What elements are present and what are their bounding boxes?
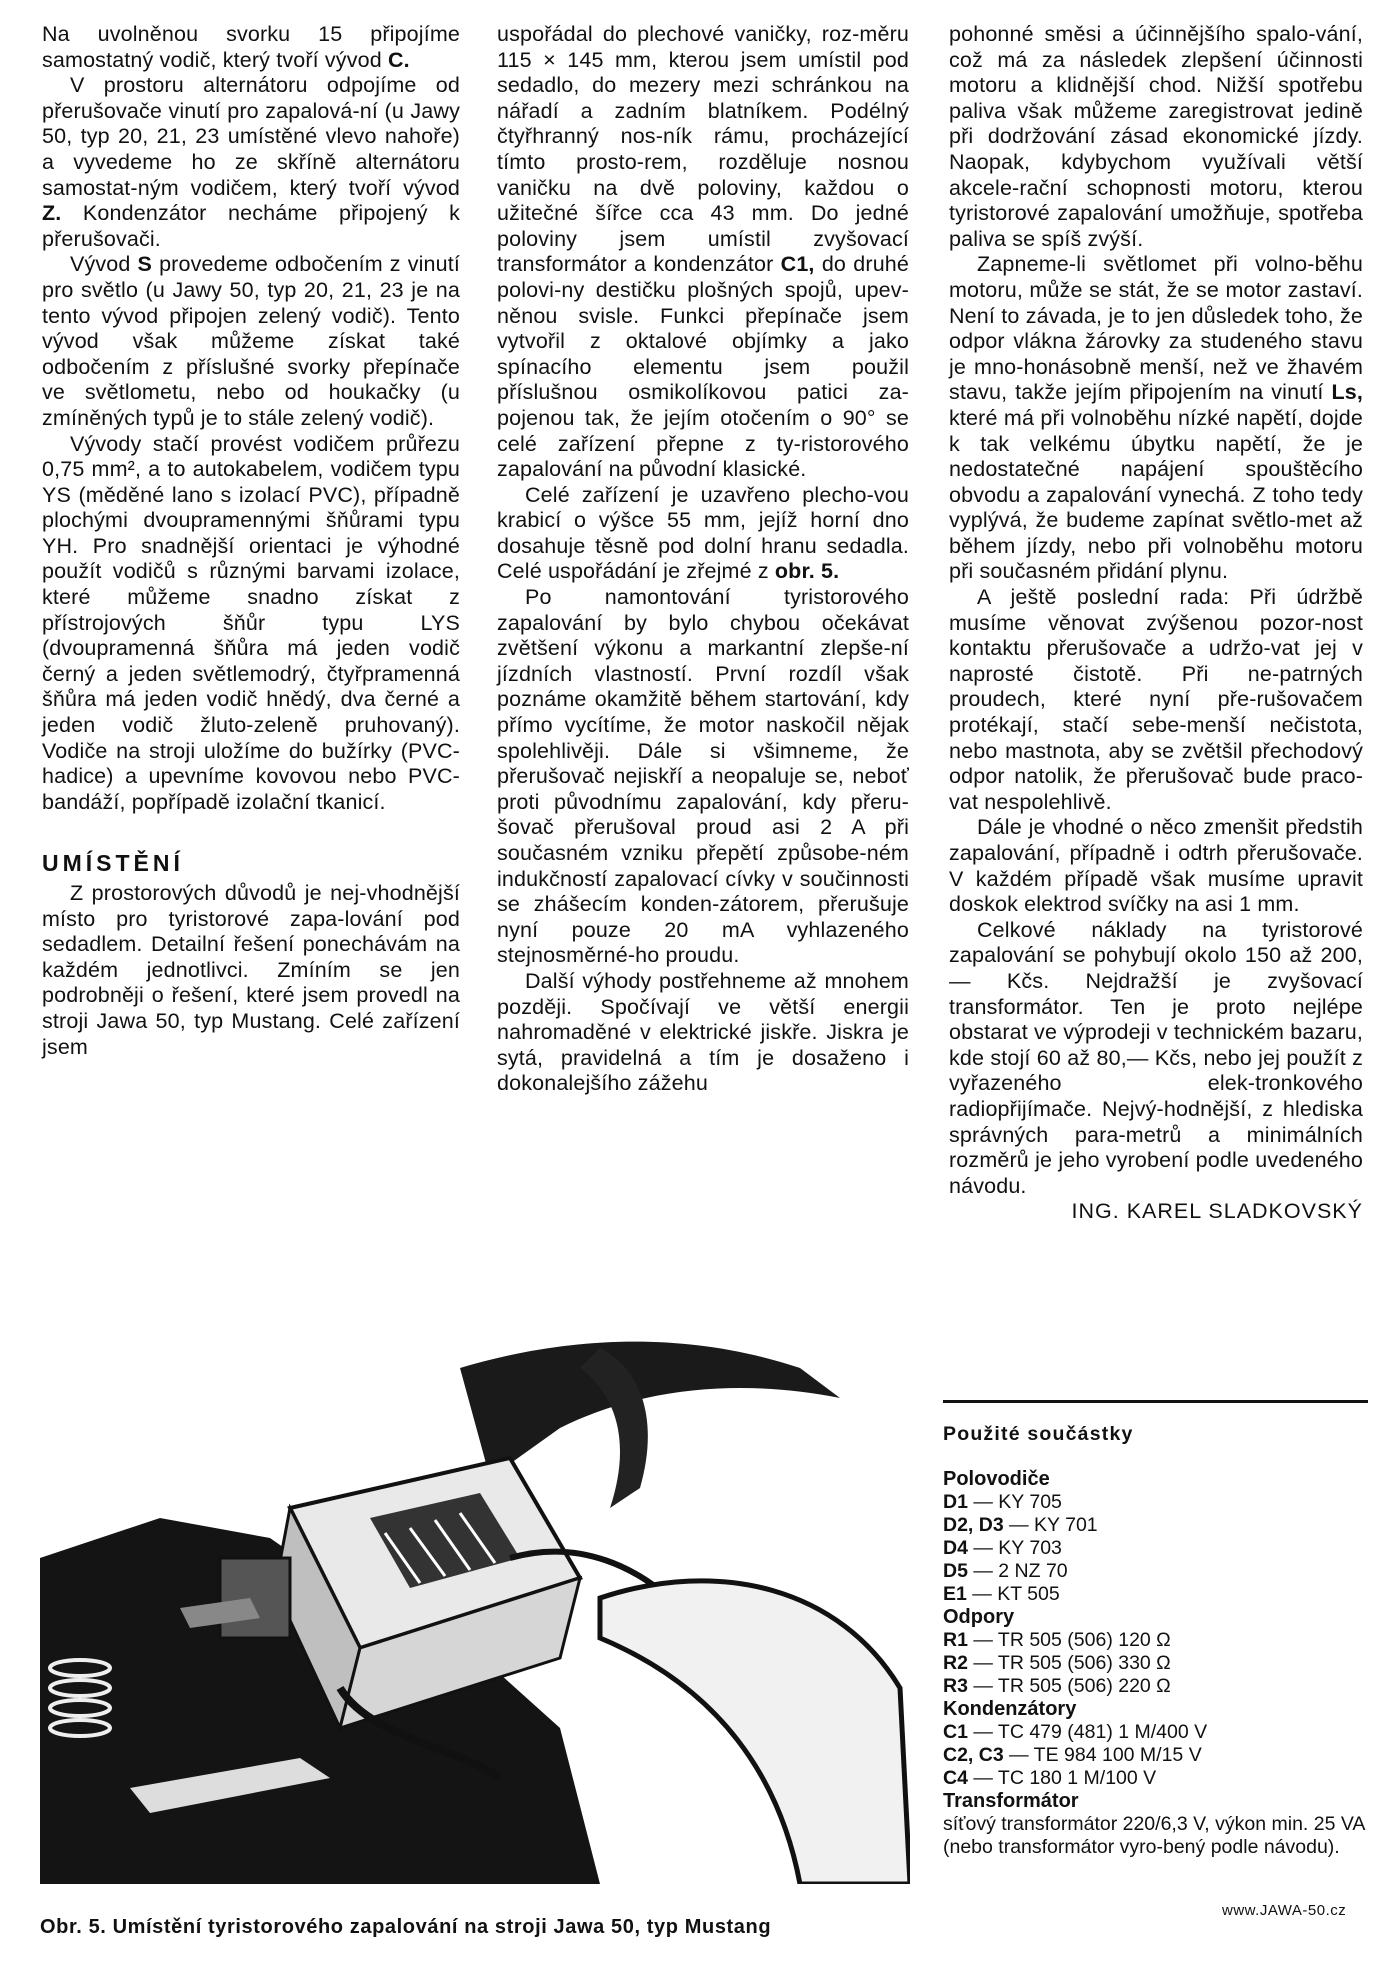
parts-item: C1 — TC 479 (481) 1 M/400 V (943, 1721, 1208, 1743)
paragraph: V prostoru alternátoru odpojíme od přerušovače vinutí pro zapalová-ní (u Jawy 50, typ 20, 21, 23 umístěné vlevo nahoře) a vyvedeme ho ze skříně alternátoru samostat-ným vodičem, který tvoří vývod Z. Kondenzátor necháme připojený k přerušovači. (42, 73, 460, 251)
parts-item: D1 — KY 705 (943, 1491, 1062, 1513)
parts-list (943, 1400, 1368, 1859)
parts-group-heading: Transformátor (943, 1790, 1079, 1812)
paragraph: Z prostorových důvodů je nej-vhodnější místo pro tyristorové zapa-lování pod sedadlem. Detailní řešení ponechávám na každém jednotlivci. Zmíním se jen podrobněji o řešení, které jsem provedl na stroji Jawa 50, typ Mustang. Celé zařízení jsem (42, 881, 460, 1059)
paragraph: pohonné směsi a účinnějšího spalo-vání, což má za následek zlepšení účinnosti motoru a klidnější chod. Nižší spotřebu paliva však můžeme zaregistrovat jedině při dodržování zásad ekonomické jízdy. Naopak, kdybychom využívali větší akcele-rační schopnosti motoru, kterou tyristorové zapalování umožňuje, spotřeba paliva se spíš zvýší. (949, 22, 1363, 251)
paragraph: Další výhody postřehneme až mnohem později. Spočívají ve větší energii nahromaděné v elektrické jiskře. Jiskra je sytá, pravidelná a tím je dosaženo i dokonalejšího zážehu (497, 968, 909, 1096)
parts-item: D4 — KY 703 (943, 1537, 1062, 1559)
paragraph: Vývody stačí provést vodičem průřezu 0,75 mm², a to autokabelem, vodičem typu YS (měděné lano s izolací PVC), případně plochými dvoupramennými šňůrami typu YH. Pro snadnější orientaci je výhodné použít vodičů s různými barvami izolace, které můžeme snadno získat z přístrojových šňůr typu LYS (dvoupramenná šňůra má jeden vodič černý a jeden světlemodrý, čtyřpramenná šňůra má jeden vodič hnědý, dva černé a jeden vodič žluto-zeleně pruhovaný). Vodiče na stroji uložíme do bužírky (PVC-hadice) a upevníme kovovou nebo PVC-bandáží, popřípadě izolační tkanicí. (42, 431, 460, 814)
parts-item: C2, C3 — TE 984 100 M/15 V (943, 1744, 1202, 1766)
parts-item: D2, D3 — KY 701 (943, 1514, 1098, 1536)
photo-illustration (40, 1308, 910, 1884)
paragraph: Vývod S provedeme odbočením z vinutí pro světlo (u Jawy 50, typ 20, 21, 23 je na tento vývod připojen zelený vodič). Tento vývod však můžeme získat také odbočením z příslušné svorky přepínače ve světlometu, nebo od houkačky (u zmíněných typů je to stále zelený vodič). (42, 252, 460, 430)
paragraph: Na uvolněnou svorku 15 připojíme samostatný vodič, který tvoří vývod C. (42, 22, 460, 72)
photo-ignition-installation (40, 1308, 910, 1884)
paragraph: Celé zařízení je uzavřeno plecho-vou krabicí o výšce 55 mm, jejíž horní dno dosahuje těsně pod dolní hranu sedadla. Celé uspořádání je zřejmé z obr. 5. (497, 482, 909, 584)
text-column-1 (42, 22, 460, 1060)
paragraph: Po namontování tyristorového zapalování by bylo chybou očekávat zvětšení výkonu a markantní zlepše-ní jízdních vlastností. První rozdíl však poznáme okamžitě během startování, kdy přímo vycítíme, že motor naskočil nějak spolehlivěji. Dále si všimneme, že přerušovač nejiskří a neopaluje se, neboť proti původnímu zapalování, kdy přeru-šovač přerušoval proud asi 2 A při současném vzniku přepětí způsobe-ném indukčností zapalovací cívky v součinnosti se zhášecím konden-zátorem, přerušuje nyní pouze 20 mA vyhlazeného stejnosměrné-ho proudu. (497, 585, 909, 968)
watermark-url: www.JAWA-50.cz (1222, 1902, 1347, 1919)
parts-item: R3 — TR 505 (506) 220 Ω (943, 1675, 1171, 1697)
parts-item: E1 — KT 505 (943, 1583, 1060, 1605)
parts-item: R1 — TR 505 (506) 120 Ω (943, 1629, 1171, 1651)
parts-list-title: Použité součástky (943, 1423, 1134, 1445)
figure-caption: Obr. 5. Umístění tyristorového zapalování na stroji Jawa 50, typ Mustang (40, 1916, 772, 1938)
parts-item: D5 — 2 NZ 70 (943, 1560, 1068, 1582)
paragraph: Celkové náklady na tyristorové zapalování se pohybují okolo 150 až 200,— Kčs. Nejdražší je zvyšovací transformátor. Ten je proto nejlépe obstarat ve výprodeji v technickém bazaru, kde stojí 60 až 80,— Kčs, nebo jej použít z vyřazeného elek-tronkového radiopřijímače. Nejvý-hodnější, z hlediska správných para-metrů a minimálních rozměrů je jeho vyrobení podle uvedeného návodu. (949, 917, 1363, 1198)
text-column-3 (949, 22, 1363, 1225)
parts-item: R2 — TR 505 (506) 330 Ω (943, 1652, 1171, 1674)
paragraph: A ještě poslední rada: Při údržbě musíme věnovat zvýšenou pozor-nost kontaktu přerušovače a udržo-vat jej v naprosté čistotě. Při ne-patrných proudech, které nyní pře-rušovačem protékají, stačí sebe-menší nečistota, nebo mastnota, aby se zvětšil přechodový odpor natolik, že přerušovač bude praco-vat nespolehlivě. (949, 585, 1363, 814)
paragraph: Zapneme-li světlomet při volno-běhu motoru, může se stát, že se motor zastaví. Není to závada, je to jen důsledek toho, že odpor vlákna žárovky za studeného stavu je mno-honásobně menší, než ve žhavém stavu, takže jejím připojením na vinutí Ls, které má při volnoběhu nízké napětí, dojde k tak velkému úbytku napětí, že je nedostatečné napájení spouštěcího obvodu a zapalování vynechá. Z toho tedy vyplývá, že budeme zapínat světlo-met až během jízdy, nebo při volnoběhu motoru při současném přidání plynu. (949, 252, 1364, 584)
parts-group-heading: Kondenzátory (943, 1698, 1077, 1720)
section-heading: UMÍSTĚNÍ (42, 850, 184, 877)
text-column-2 (497, 22, 909, 1097)
paragraph: uspořádal do plechové vaničky, roz-měru 115 × 145 mm, kterou jsem umístil pod sedadlo, do mezery mezi schránkou na nářadí a zadním blatníkem. Podélný čtyřhranný nos-ník rámu, procházející tímto prosto-rem, rozděluje nosnou vaničku na dvě poloviny, každou o užitečné šířce cca 43 mm. Do jedné poloviny jsem umístil zvyšovací transformátor a kondenzátor C1, do druhé polovi-ny destičku plošných spojů, upev-něnou svisle. Funkci přepínače jsem vytvořil z oktalové objímky a jako spínacího elementu jsem použil příslušnou osmikolíkovou patici za-pojenou tak, že jejím otočením o 90° se celé zařízení přepne z ty-ristorového zapalování na původní klasické. (497, 22, 910, 482)
parts-group-heading: Odpory (943, 1606, 1015, 1628)
parts-group-heading: Polovodiče (943, 1468, 1050, 1490)
author-signature: ING. KAREL SLADKOVSKÝ (1071, 1199, 1363, 1224)
parts-item-note: síťový transformátor 220/6,3 V, výkon min. 25 VA (nebo transformátor vyro-bený podle návodu). (943, 1813, 1365, 1858)
paragraph: Dále je vhodné o něco zmenšit předstih zapalování, případně i odtrh přerušovače. V každém případě však musíme upravit doskok elektrod svíčky na asi 1 mm. (949, 815, 1363, 917)
parts-item: C4 — TC 180 1 M/100 V (943, 1767, 1157, 1789)
